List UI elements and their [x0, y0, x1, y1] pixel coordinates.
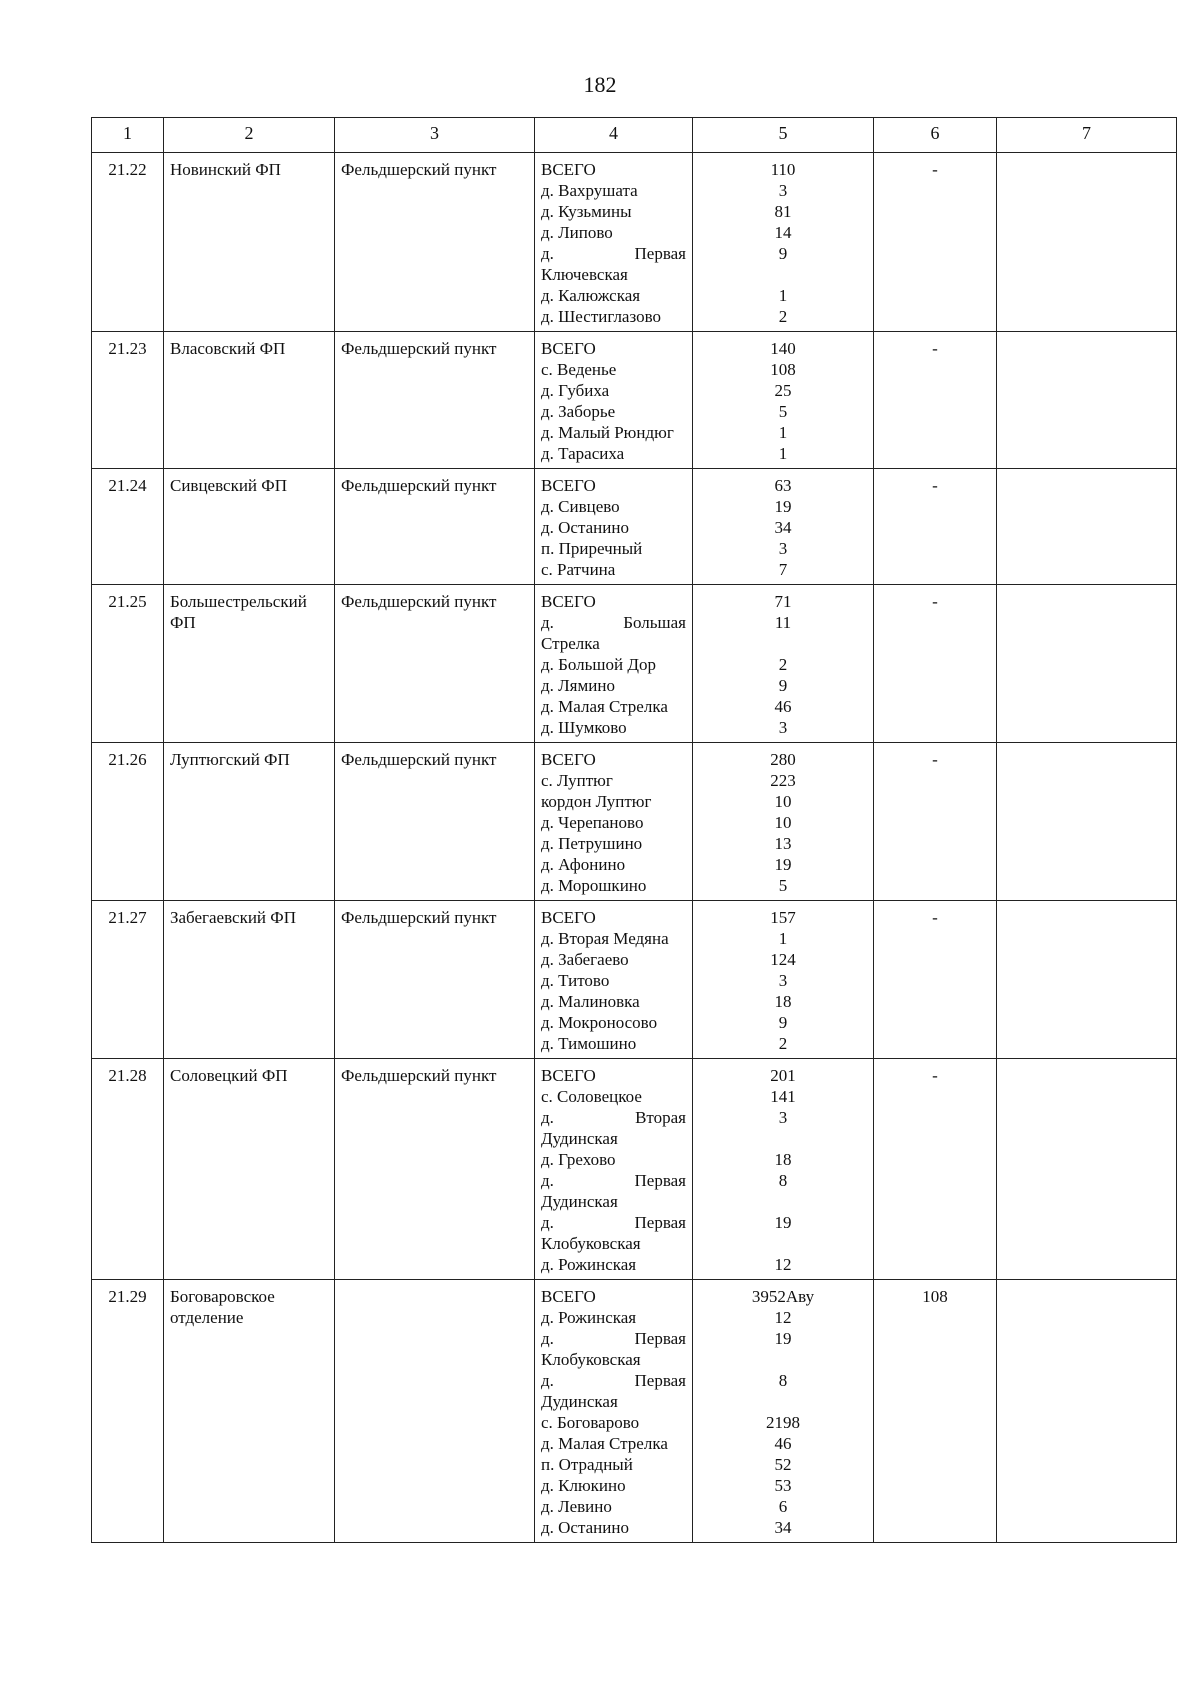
locality-name: кордон Луптюг — [541, 792, 652, 811]
locality-name-wrapped — [541, 1212, 686, 1254]
header-cell: 1 — [92, 118, 164, 153]
locality-prefix: д. — [541, 244, 554, 263]
locality-list — [535, 153, 693, 332]
population-value: 10 — [774, 792, 792, 811]
table-row — [92, 901, 1177, 1059]
table-row — [92, 1059, 1177, 1280]
column-6-value: - — [874, 469, 997, 585]
row-number: 21.29 — [92, 1280, 164, 1543]
population-value: 18 — [774, 992, 792, 1011]
column-7-value — [997, 743, 1177, 901]
locality-list — [535, 743, 693, 901]
locality-prefix: д. — [541, 1108, 554, 1127]
population-value: 19 — [774, 497, 792, 516]
facility-name: Забегаевский ФП — [164, 901, 335, 1059]
row-number: 21.23 — [92, 332, 164, 469]
locality-name: д. Клюкино — [541, 1476, 626, 1495]
locality-word: Клобуковская — [541, 1234, 641, 1253]
column-7-value — [997, 469, 1177, 585]
population-value: 3 — [778, 1108, 788, 1127]
locality-name: ВСЕГО — [541, 1287, 596, 1306]
facility-name: Сивцевский ФП — [164, 469, 335, 585]
locality-word: Клобуковская — [541, 1350, 641, 1369]
locality-name-wrapped — [541, 243, 686, 285]
population-value: 9 — [778, 676, 788, 695]
locality-word: Первая — [634, 1171, 686, 1190]
locality-name: д. Грехово — [541, 1150, 616, 1169]
locality-name: д. Останино — [541, 1518, 629, 1537]
locality-name: д. Заборье — [541, 402, 616, 421]
population-value: 71 — [774, 592, 792, 611]
locality-name: д. Малиновка — [541, 992, 640, 1011]
row-number: 21.22 — [92, 153, 164, 332]
locality-list — [535, 585, 693, 743]
facility-type: Фельдшерский пункт — [335, 153, 535, 332]
locality-name: ВСЕГО — [541, 592, 596, 611]
column-6-value: - — [874, 1059, 997, 1280]
population-value: 12 — [774, 1255, 792, 1274]
population-value: 3952Аву — [751, 1287, 815, 1306]
header-cell: 7 — [997, 118, 1177, 153]
population-value: 124 — [770, 950, 796, 969]
population-value: 2 — [778, 307, 788, 326]
locality-name-wrapped — [541, 1328, 686, 1370]
locality-name: д. Тимошино — [541, 1034, 637, 1053]
table-row — [92, 585, 1177, 743]
facility-name: Большестрельский ФП — [164, 585, 335, 743]
population-list — [693, 153, 874, 332]
population-value: 34 — [774, 1518, 792, 1537]
locality-prefix: д. — [541, 1213, 554, 1232]
population-value: 1 — [778, 444, 788, 463]
locality-name-wrapped — [541, 1370, 686, 1412]
table-row — [92, 469, 1177, 585]
column-7-value — [997, 585, 1177, 743]
header-cell: 6 — [874, 118, 997, 153]
header-cell: 4 — [535, 118, 693, 153]
locality-list — [535, 901, 693, 1059]
population-value: 18 — [774, 1150, 792, 1169]
population-value: 9 — [778, 1013, 788, 1032]
population-value: 157 — [770, 908, 796, 927]
population-list — [693, 469, 874, 585]
locality-name: с. Боговарово — [541, 1413, 640, 1432]
locality-word: Первая — [634, 244, 686, 263]
population-value: 3 — [778, 539, 788, 558]
facility-type: Фельдшерский пункт — [335, 1059, 535, 1280]
column-7-value — [997, 901, 1177, 1059]
locality-name: д. Калюжская — [541, 286, 641, 305]
locality-name-wrapped — [541, 1170, 686, 1212]
population-value: 3 — [778, 718, 788, 737]
population-value: 63 — [774, 476, 792, 495]
population-value: 11 — [774, 613, 792, 632]
facility-type: Фельдшерский пункт — [335, 743, 535, 901]
locality-name: д. Кузьмины — [541, 202, 632, 221]
population-value: 53 — [774, 1476, 792, 1495]
column-6-value: - — [874, 153, 997, 332]
population-value: 3 — [778, 181, 788, 200]
locality-name: д. Мокроносово — [541, 1013, 658, 1032]
locality-name: с. Ратчина — [541, 560, 616, 579]
locality-name: ВСЕГО — [541, 476, 596, 495]
population-value: 201 — [770, 1066, 796, 1085]
locality-name: д. Вахрушата — [541, 181, 638, 200]
locality-name: д. Сивцево — [541, 497, 620, 516]
population-value: 1 — [778, 929, 788, 948]
locality-name: д. Морошкино — [541, 876, 647, 895]
row-number: 21.28 — [92, 1059, 164, 1280]
column-7-value — [997, 1280, 1177, 1543]
locality-name: д. Вторая Медяна — [541, 929, 669, 948]
population-value: 280 — [770, 750, 796, 769]
locality-name: д. Афонино — [541, 855, 626, 874]
column-6-value: - — [874, 901, 997, 1059]
locality-name: д. Рожинская — [541, 1308, 637, 1327]
population-value: 25 — [774, 381, 792, 400]
row-number: 21.26 — [92, 743, 164, 901]
population-value: 1 — [778, 423, 788, 442]
population-value: 141 — [770, 1087, 796, 1106]
population-value: 223 — [770, 771, 796, 790]
population-value: 19 — [774, 1329, 792, 1348]
locality-name: д. Липово — [541, 223, 613, 242]
facility-name: Боговаровское отделение — [164, 1280, 335, 1543]
row-number: 21.25 — [92, 585, 164, 743]
locality-word: Большая — [623, 613, 686, 632]
locality-word: Стрелка — [541, 634, 600, 653]
locality-name: д. Петрушино — [541, 834, 643, 853]
column-6-value: - — [874, 332, 997, 469]
locality-prefix: д. — [541, 613, 554, 632]
column-7-value — [997, 153, 1177, 332]
locality-name: с. Веденье — [541, 360, 617, 379]
population-list — [693, 585, 874, 743]
population-value: 52 — [774, 1455, 792, 1474]
locality-name: д. Малая Стрелка — [541, 697, 668, 716]
population-value: 9 — [778, 244, 788, 263]
locality-name: д. Черепаново — [541, 813, 644, 832]
population-value: 7 — [778, 560, 788, 579]
population-value: 46 — [774, 697, 792, 716]
population-value: 110 — [770, 160, 796, 179]
column-7-value — [997, 1059, 1177, 1280]
population-value: 6 — [778, 1497, 788, 1516]
population-list — [693, 1280, 874, 1543]
locality-prefix: д. — [541, 1171, 554, 1190]
facility-type: Фельдшерский пункт — [335, 585, 535, 743]
column-6-value: - — [874, 743, 997, 901]
table-row — [92, 1280, 1177, 1543]
population-value: 14 — [774, 223, 792, 242]
facility-name: Луптюгский ФП — [164, 743, 335, 901]
population-list — [693, 901, 874, 1059]
locality-word: Дудинская — [541, 1392, 618, 1411]
column-6-value: - — [874, 585, 997, 743]
population-value: 8 — [778, 1371, 788, 1390]
locality-word: Дудинская — [541, 1129, 618, 1148]
locality-name: д. Малая Стрелка — [541, 1434, 668, 1453]
locality-name: с. Луптюг — [541, 771, 613, 790]
population-value: 46 — [774, 1434, 792, 1453]
facility-name: Новинский ФП — [164, 153, 335, 332]
population-value: 81 — [774, 202, 792, 221]
population-value: 13 — [774, 834, 792, 853]
locality-name-wrapped — [541, 612, 686, 654]
locality-list — [535, 1059, 693, 1280]
population-list — [693, 743, 874, 901]
table-row — [92, 332, 1177, 469]
population-value: 12 — [774, 1308, 792, 1327]
population-value: 1 — [778, 286, 788, 305]
population-value: 2 — [778, 655, 788, 674]
facility-type — [335, 1280, 535, 1543]
population-value: 2198 — [766, 1413, 800, 1432]
population-value: 140 — [770, 339, 796, 358]
facility-name: Власовский ФП — [164, 332, 335, 469]
population-value: 19 — [774, 855, 792, 874]
header-cell: 3 — [335, 118, 535, 153]
locality-prefix: д. — [541, 1329, 554, 1348]
population-value: 34 — [774, 518, 792, 537]
locality-name: д. Большой Дор — [541, 655, 656, 674]
locality-name: ВСЕГО — [541, 160, 596, 179]
page-number: 182 — [583, 72, 617, 97]
header-cell: 2 — [164, 118, 335, 153]
locality-name: д. Шестиглазово — [541, 307, 662, 326]
locality-word: Вторая — [635, 1108, 686, 1127]
register-table — [91, 117, 1177, 1543]
locality-name: д. Останино — [541, 518, 629, 537]
header-cell: 5 — [693, 118, 874, 153]
locality-name: ВСЕГО — [541, 1066, 596, 1085]
population-list — [693, 332, 874, 469]
population-value: 5 — [778, 876, 788, 895]
locality-word: Первая — [634, 1329, 686, 1348]
locality-name: ВСЕГО — [541, 908, 596, 927]
population-value: 10 — [774, 813, 792, 832]
table-row — [92, 153, 1177, 332]
column-7-value — [997, 332, 1177, 469]
locality-name: ВСЕГО — [541, 339, 596, 358]
facility-type: Фельдшерский пункт — [335, 901, 535, 1059]
locality-name: д. Тарасиха — [541, 444, 625, 463]
population-value: 2 — [778, 1034, 788, 1053]
locality-name: д. Рожинская — [541, 1255, 637, 1274]
table-body — [92, 153, 1177, 1543]
locality-name: д. Малый Рюндюг — [541, 423, 674, 442]
locality-name: п. Приречный — [541, 539, 643, 558]
population-value: 5 — [778, 402, 788, 421]
locality-name: д. Шумково — [541, 718, 627, 737]
facility-type: Фельдшерский пункт — [335, 332, 535, 469]
locality-name: д. Лямино — [541, 676, 615, 695]
locality-name: п. Отрадный — [541, 1455, 633, 1474]
row-number: 21.24 — [92, 469, 164, 585]
locality-list — [535, 469, 693, 585]
locality-name: д. Левино — [541, 1497, 612, 1516]
locality-prefix: д. — [541, 1371, 554, 1390]
table-row — [92, 743, 1177, 901]
locality-name: ВСЕГО — [541, 750, 596, 769]
locality-name: с. Соловецкое — [541, 1087, 642, 1106]
locality-word: Дудинская — [541, 1192, 618, 1211]
population-value: 108 — [770, 360, 796, 379]
locality-word: Первая — [634, 1213, 686, 1232]
locality-name: д. Забегаево — [541, 950, 629, 969]
locality-name: д. Титово — [541, 971, 610, 990]
facility-name: Соловецкий ФП — [164, 1059, 335, 1280]
locality-list — [535, 1280, 693, 1543]
locality-list — [535, 332, 693, 469]
population-list — [693, 1059, 874, 1280]
facility-type: Фельдшерский пункт — [335, 469, 535, 585]
locality-word: Ключевская — [541, 265, 628, 284]
header-row — [92, 118, 1177, 153]
population-value: 3 — [778, 971, 788, 990]
population-value: 8 — [778, 1171, 788, 1190]
population-value: 19 — [774, 1213, 792, 1232]
column-6-value: 108 — [874, 1280, 997, 1543]
row-number: 21.27 — [92, 901, 164, 1059]
locality-word: Первая — [634, 1371, 686, 1390]
locality-name: д. Губиха — [541, 381, 610, 400]
locality-name-wrapped — [541, 1107, 686, 1149]
